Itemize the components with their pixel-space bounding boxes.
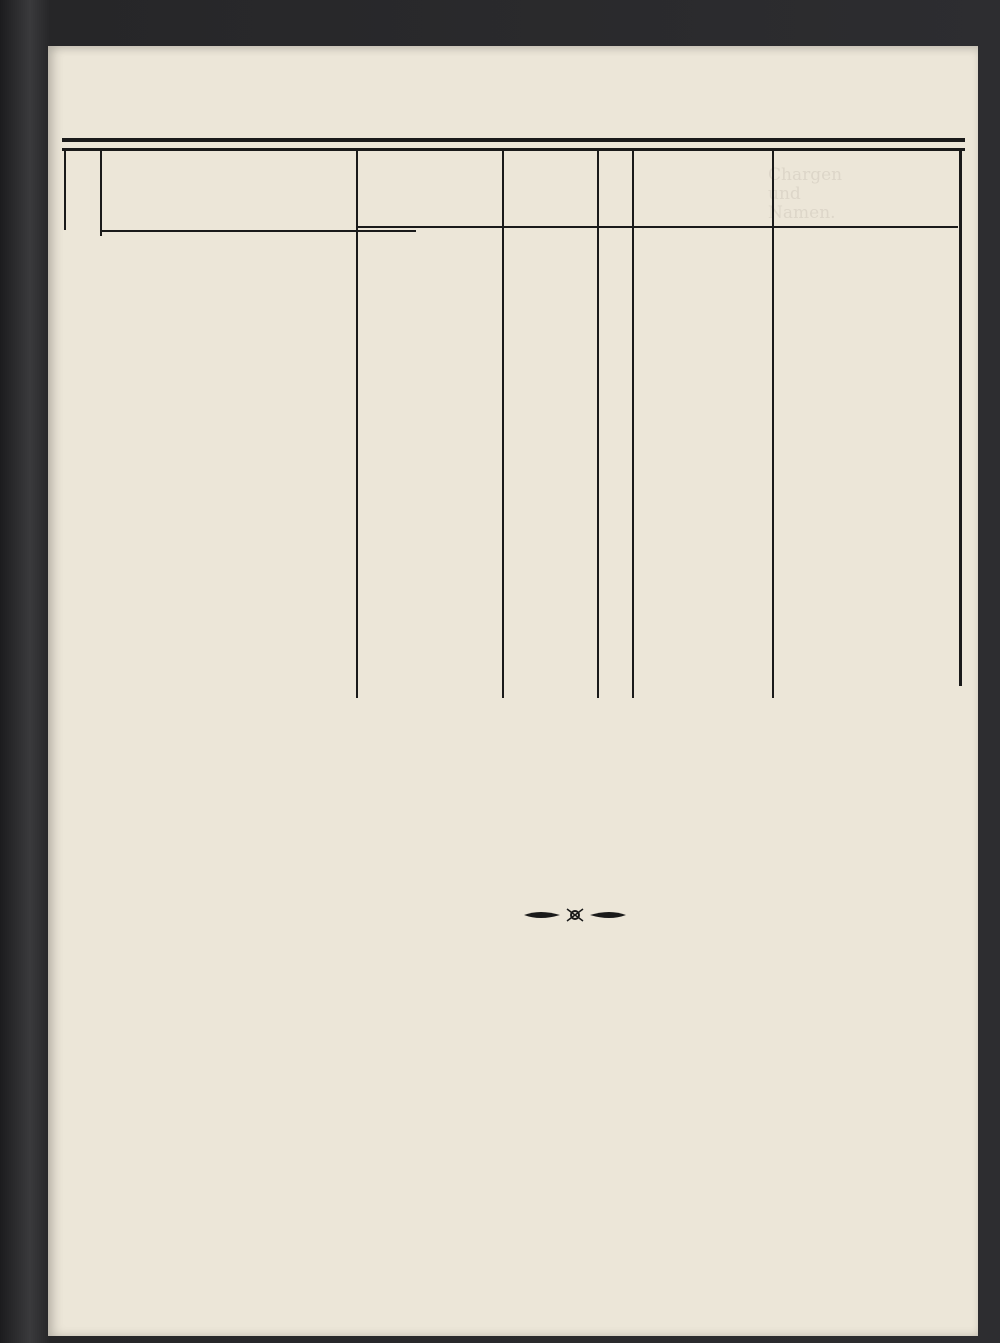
divider-name — [356, 150, 358, 698]
top-rule-inner — [62, 148, 965, 151]
divider-right — [959, 150, 962, 686]
top-rule — [62, 138, 965, 142]
header-underline-right — [358, 226, 958, 228]
divider-left — [64, 150, 66, 230]
divider-bat — [632, 150, 634, 698]
bleed-through-text: Chargen und Namen. — [768, 165, 843, 223]
divider-comp — [772, 150, 774, 698]
divider-birth — [502, 150, 504, 698]
ornament-divider — [520, 905, 630, 925]
divider-nr — [100, 150, 102, 236]
divider-reg — [597, 150, 599, 698]
register-table — [62, 138, 967, 718]
header-underline — [102, 230, 416, 232]
